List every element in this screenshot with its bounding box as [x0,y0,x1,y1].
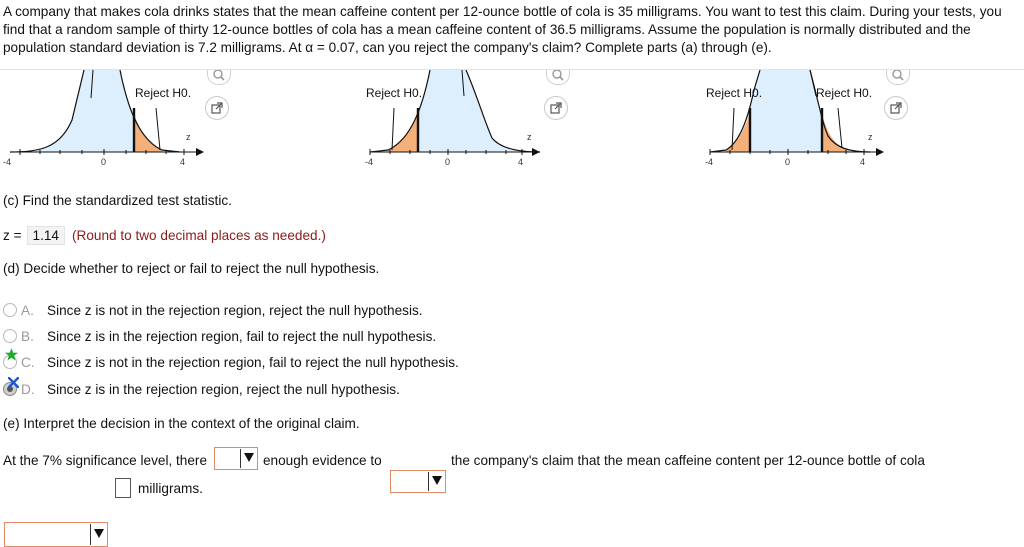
option-a[interactable] [3,300,423,320]
tick-neg4: -4 [705,157,714,167]
radio-c[interactable] [3,355,17,369]
interpretation-text-3: the company's claim that the mean caffeine content per 12-ounce bottle of cola [451,453,925,468]
external-link-icon[interactable] [544,96,568,120]
option-d[interactable] [3,379,400,399]
tick-0: 0 [445,157,451,167]
option-text: Since z is in the rejection region, fail to reject the null hypothesis. [47,328,437,344]
external-link-icon[interactable] [205,96,229,120]
option-letter: C. [21,354,35,370]
tick-4: 4 [180,157,186,167]
reject-label: Reject H0. [366,86,423,100]
magnifier-icon[interactable] [886,70,910,85]
part-d-prompt: (d) Decide whether to reject or fail to reject the null hypothesis. [3,261,380,276]
graph-option-1[interactable] [0,70,240,170]
dropdown-arrow-icon [432,476,442,485]
problem-line-1: A company that makes cola drinks states that the mean caffeine content per 12-ounce bottle of cola is 35 milligrams. You want to test this claim. During your tests, you [3,4,1002,19]
option-text: Since z is not in the rejection region, reject the null hypothesis. [47,302,423,318]
tick-neg4: -4 [3,157,12,167]
tick-0: 0 [101,157,107,167]
interpretation-text-2: enough evidence to [263,453,382,468]
graph-option-3[interactable] [700,70,924,170]
axis-label-z: z [527,132,532,142]
problem-line-3: population standard deviation is 7.2 milligrams. At α = 0.07, can you reject the company's claim? Complete parts (a) through (e). [3,40,772,55]
comparison-dropdown[interactable] [4,522,108,547]
action-dropdown[interactable] [390,470,446,493]
option-text: Since z is not in the rejection region, fail to reject the null hypothesis. [47,354,459,370]
axis-label-z: z [186,132,191,142]
graph-2-svg [360,70,600,170]
problem-line-2: find that a random sample of thirty 12-ounce bottles of cola has a mean caffeine content of 36.5 milligrams. Assume the population is normally distributed and the [3,22,971,37]
interpretation-text-1: At the 7% significance level, there [3,453,208,468]
reject-label-right: Reject H0. [816,86,873,100]
tick-4: 4 [518,157,524,167]
option-letter: A. [21,302,34,318]
radio-d[interactable] [3,382,17,396]
value-input[interactable] [115,478,131,498]
part-e-prompt: (e) Interpret the decision in the context of the original claim. [3,416,360,431]
reject-label-left: Reject H0. [706,86,763,100]
dropdown-arrow-icon [94,529,104,538]
graph-3-svg [700,70,900,170]
graph-1-svg [0,70,240,170]
z-label: z = [3,228,22,243]
option-b[interactable] [3,326,436,346]
star-icon [5,348,18,361]
radio-b[interactable] [3,329,17,343]
option-c[interactable] [3,352,459,372]
axis-label-z: z [868,132,873,142]
dropdown-arrow-icon [244,453,254,462]
part-c-prompt: (c) Find the standardized test statistic. [3,193,232,208]
x-mark-icon [8,377,19,388]
rounding-hint: (Round to two decimal places as needed.) [71,228,326,243]
radio-a[interactable] [3,303,17,317]
evidence-dropdown[interactable] [214,447,258,470]
tick-4: 4 [860,157,866,167]
external-link-icon[interactable] [884,96,908,120]
z-answer-row [3,226,326,245]
z-answer-field[interactable]: 1.14 [27,226,65,245]
option-letter: D. [21,381,35,397]
option-text: Since z is in the rejection region, reject the null hypothesis. [47,381,400,397]
tick-neg4: -4 [365,157,374,167]
option-letter: B. [21,328,34,344]
interpretation-text-4: milligrams. [138,481,203,496]
problem-statement [3,3,1021,57]
graph-option-2[interactable] [360,70,600,170]
tick-0: 0 [785,157,791,167]
reject-label: Reject H0. [135,86,192,100]
